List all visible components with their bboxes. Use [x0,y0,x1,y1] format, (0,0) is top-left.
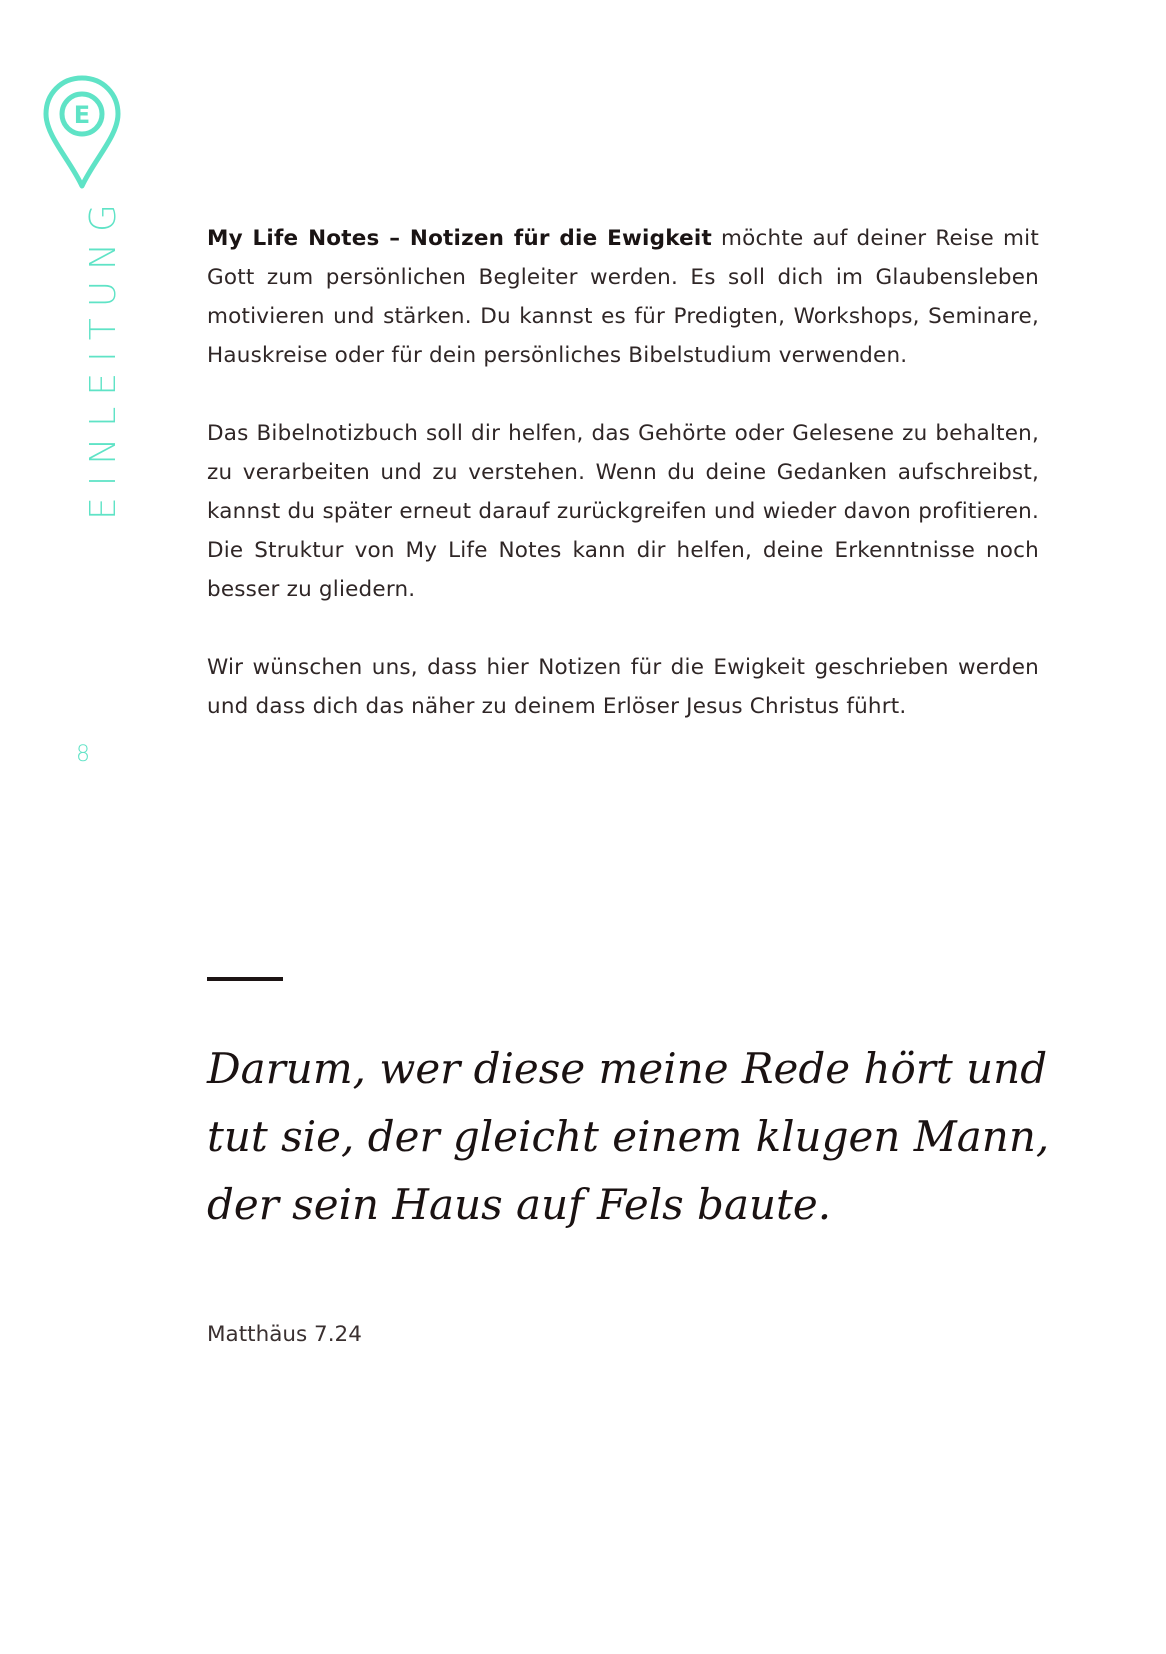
map-pin-icon [42,74,122,192]
intro-paragraph-2: Das Bibelnotizbuch soll dir helfen, das Gehörte oder Gelesene zu behalten, zu verarbeiten und zu verstehen. Wenn du deine Gedanken aufschreibst, kannst du später erneut darauf zurückgreifen und wieder davon profitieren. Die Struktur von My Life Notes kann dir helfen, deine Erkenntnisse noch besser zu gliedern. [207,421,1039,602]
intro-lead: My Life Notes – Notizen für die Ewigkeit [207,226,712,251]
logo-letter: E [73,101,91,129]
intro-paragraph-3: Wir wünschen uns, dass hier Notizen für die Ewigkeit geschrieben werden und dass dich das näher zu deinem Erlöser Jesus Christus führt. [207,655,1039,719]
intro-paragraph-1-body: möchte auf deiner Reise mit Gott zum persönlichen Begleiter werden. Es soll dich im Glaubensleben motivieren und stärken. Du kannst es für Predigten, Workshops, Seminare, Hauskreise oder für dein persönliches Bibelstudium verwenden. [207,226,1039,368]
section-label: EINLEITUNG [83,193,124,520]
quote-reference: Matthäus 7.24 [207,1322,362,1347]
quote-divider [207,977,283,981]
page-number: 8 [76,742,90,767]
intro-paragraph-1 [207,219,1039,375]
bible-quote: Darum, wer diese meine Rede hört und tut sie, der gleicht einem klugen Mann, der sein Haus auf Fels baute. [207,1044,1050,1229]
intro-text [207,219,1039,765]
